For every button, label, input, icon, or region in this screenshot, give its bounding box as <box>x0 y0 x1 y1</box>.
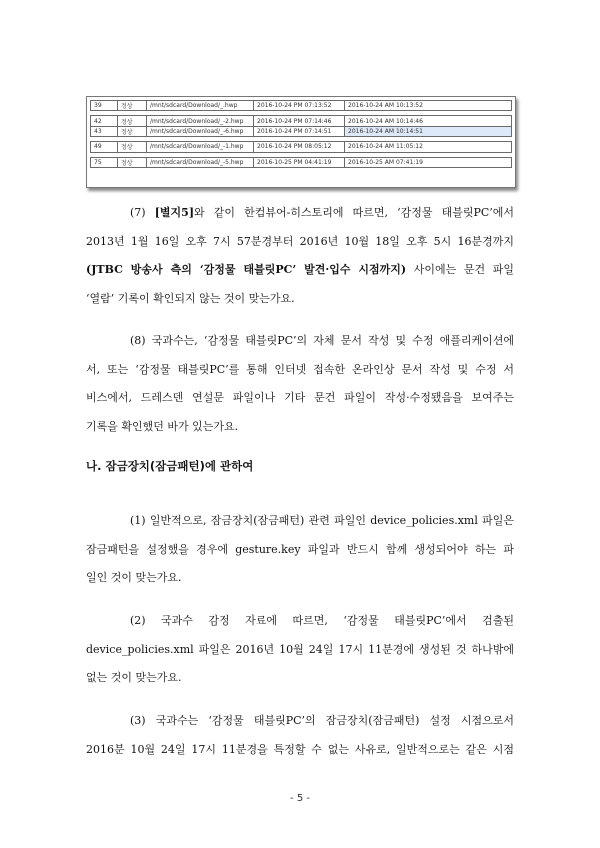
paragraph-line: (2) 국과수 감정 자료에 따르면, ‘감정물 태블릿PC’에서 검출된 <box>130 614 514 627</box>
paragraph-line: device_policies.xml 파일은 2016년 10월 24일 17시 11분경에 생성된 것 하나밖에 <box>86 642 514 656</box>
cell-path: /mnt/sdcard/Download/_.hwp <box>147 101 254 111</box>
section-heading: 나. 잠금장치(잠금패턴)에 관하여 <box>86 459 254 473</box>
paragraph-line: (1) 일반적으로, 잠금장치(잠금패턴) 관련 파일인 device_policies.xml 파일은 <box>130 514 514 527</box>
cell-time-1: 2016-10-24 PM 07:14:51 <box>254 126 345 136</box>
item-number: (7) <box>130 206 155 219</box>
cell-status: 정상 <box>118 116 147 126</box>
paragraph-line <box>86 256 514 285</box>
paragraph-line: 비스에서, 드레스덴 연설문 파일이나 기타 문건 파일이 작성·수정됐음을 보여주는 <box>86 391 514 404</box>
paragraph-line: 2016분 10월 24일 17시 11분경을 특정할 수 없는 사유로, 일반적으로는 같은 시점 <box>86 742 514 756</box>
table-row <box>91 142 512 152</box>
file-history-table-image <box>86 96 516 188</box>
cell-status: 정상 <box>118 101 147 111</box>
cell-time-1: 2016-10-24 PM 07:13:52 <box>254 101 345 111</box>
table-row <box>91 126 512 136</box>
cell-time-2: 2016-10-24 AM 11:05:12 <box>345 142 512 152</box>
paragraph-line <box>86 199 514 228</box>
cell-no: 75 <box>91 157 118 167</box>
cell-no: 39 <box>91 101 118 111</box>
cell-time-1: 2016-10-24 PM 08:05:12 <box>254 142 345 152</box>
cell-no: 49 <box>91 142 118 152</box>
cell-time-1: 2016-10-24 PM 07:14:46 <box>254 116 345 126</box>
cell-status: 정상 <box>118 142 147 152</box>
paragraph-line: ‘열람’ 기록이 확인되지 않는 것이 맞는가요. <box>86 291 295 305</box>
cell-time-2: 2016-10-24 AM 10:13:52 <box>345 101 512 111</box>
text-run: 사이에는 문건 파일 <box>406 263 514 276</box>
paragraph-8 <box>86 327 514 441</box>
cell-time-2: 2016-10-25 AM 07:41:19 <box>345 157 512 167</box>
paragraph-line: 없는 것이 맞는가요. <box>86 671 182 684</box>
paragraph-line: 서, 또는 ‘감정물 태블릿PC’를 통해 인터넷 접속한 온라인상 문서 작성 및 수정 서 <box>86 362 514 376</box>
cell-status: 정상 <box>118 157 147 167</box>
paragraph-7 <box>86 199 514 313</box>
page-number: - 5 - <box>290 793 310 804</box>
cell-path: /mnt/sdcard/Download/_-2.hwp <box>147 116 254 126</box>
text-run: 와 같이 한컴뷰어-히스토리에 따르면, ‘감정물 태블릿PC’에서 <box>194 206 515 219</box>
bold-text: (JTBC 방송사 측의 ‘감정물 태블릿PC’ 발견·입수 시점까지) <box>86 263 407 276</box>
paragraph-b3 <box>86 707 514 764</box>
table-row <box>91 116 512 126</box>
cell-no: 42 <box>91 116 118 126</box>
cell-time-2: 2016-10-24 AM 10:14:46 <box>345 116 512 126</box>
cell-path: /mnt/sdcard/Download/_-1.hwp <box>147 142 254 152</box>
table-row <box>91 101 512 111</box>
paragraph-line: (8) 국과수는, ‘감정물 태블릿PC’의 자체 문서 작성 및 수정 애플리케이션에 <box>130 334 514 347</box>
paragraph-line: 잠금패턴을 설정했을 경우에 gesture.key 파일과 반드시 함께 생성되어야 하는 파 <box>86 542 514 556</box>
cell-time-2: 2016-10-24 AM 10:14:51 <box>345 126 512 136</box>
cell-path: /mnt/sdcard/Download/_-5.hwp <box>147 157 254 167</box>
appendix-ref: [별지5] <box>154 206 195 219</box>
cell-path: /mnt/sdcard/Download/_-6.hwp <box>147 126 254 136</box>
paragraph-line: 일인 것이 맞는가요. <box>86 571 182 584</box>
paragraph-line: 기록을 확인했던 바가 있는가요. <box>86 419 239 433</box>
table-row <box>91 157 512 167</box>
cell-no: 43 <box>91 126 118 136</box>
cell-time-1: 2016-10-25 PM 04:41:19 <box>254 157 345 167</box>
paragraph-line: (3) 국과수는 ‘감정물 태블릿PC’의 잠금장치(잠금패턴) 설정 시점으로서 <box>130 714 514 727</box>
cell-status: 정상 <box>118 126 147 136</box>
paragraph-b1 <box>86 507 514 593</box>
paragraph-b2 <box>86 607 514 693</box>
paragraph-line: 2013년 1월 16일 오후 7시 57분경부터 2016년 10월 18일 오후 5시 16분경까지 <box>86 234 514 248</box>
file-history-table <box>90 100 512 168</box>
